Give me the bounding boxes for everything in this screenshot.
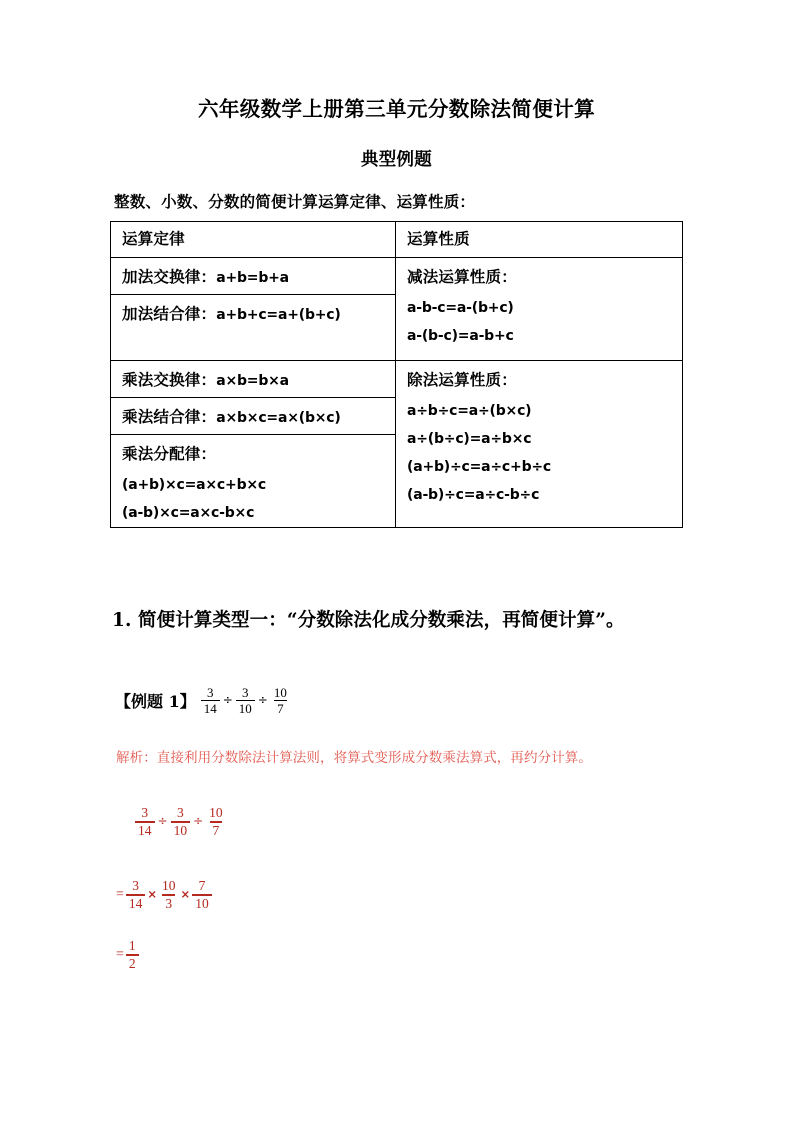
law-formula: a+b=b+a (216, 269, 289, 286)
fraction-numerator: 3 (132, 878, 140, 893)
table-row (111, 257, 683, 294)
example-label: 【例题 1】 (115, 692, 196, 711)
fraction-numerator: 3 (242, 685, 249, 700)
law-label: 乘法交换律： (122, 369, 217, 389)
header-label-properties: 运算性质 (407, 229, 470, 248)
fraction-numerator: 1 (128, 938, 136, 953)
operation-laws-table (110, 221, 683, 528)
fraction-numerator: 3 (206, 685, 214, 700)
table-cell-multiplication-associative (111, 397, 396, 434)
fraction-numerator: 10 (273, 685, 287, 700)
table-header-row (111, 222, 683, 258)
property-formula: a÷(b÷c)=a÷b×c (407, 430, 532, 447)
law-label: 加法结合律： (122, 303, 217, 323)
fraction (271, 686, 290, 715)
header-label-laws: 运算定律 (122, 229, 185, 248)
fraction-denominator: 10 (236, 700, 255, 715)
page-subtitle: 典型例题 (360, 150, 433, 170)
fraction (192, 879, 212, 910)
table-cell-header-right (396, 222, 683, 258)
example-expression (200, 686, 291, 715)
property-formula: (a+b)÷c=a÷c+b÷c (407, 458, 552, 475)
property-formula: (a-b)÷c=a÷c-b÷c (407, 486, 540, 503)
divide-operator: ÷ (193, 814, 204, 829)
divide-operator: ÷ (257, 693, 268, 708)
table-row (111, 360, 683, 397)
fraction (126, 939, 139, 970)
fraction (201, 686, 220, 715)
fraction-denominator: 10 (171, 821, 191, 838)
solution-line-1 (133, 806, 227, 837)
property-formula: a-(b-c)=a-b+c (407, 327, 514, 344)
fraction-denominator: 2 (126, 954, 139, 971)
fraction (206, 806, 226, 837)
law-label: 加法交换律： (122, 266, 217, 286)
solution-expression (125, 879, 213, 910)
fraction (126, 879, 146, 910)
analysis-text: 解析：直接利用分数除法计算法则，将算式变形成分数乘法算式，再约分计算。 (116, 750, 592, 766)
table-cell-header-left (111, 222, 396, 258)
fraction-denominator: 10 (192, 894, 212, 911)
fraction (236, 686, 255, 715)
fraction-numerator: 7 (198, 878, 206, 893)
table-cell-division-properties (396, 360, 683, 527)
table-cell-addition-associative (111, 294, 396, 360)
property-label: 减法运算性质： (407, 266, 517, 286)
calculation-type-heading: 1. 简便计算类型一：“分数除法化成分数乘法，再简便计算”。 (112, 610, 625, 631)
multiply-operator: × (180, 887, 191, 902)
divide-operator: ÷ (222, 693, 233, 708)
solution-line-2 (116, 879, 213, 910)
fraction-denominator: 14 (126, 894, 146, 911)
table-cell-addition-commutative (111, 257, 396, 294)
fraction-numerator: 3 (176, 805, 184, 820)
fraction-denominator: 3 (162, 894, 175, 911)
fraction-numerator: 10 (162, 878, 176, 893)
table-cell-subtraction-properties (396, 257, 683, 360)
table-cell-multiplication-commutative (111, 360, 396, 397)
fraction (159, 879, 179, 910)
law-label: 乘法分配律： (122, 443, 217, 463)
law-formula: a+b+c=a+(b+c) (216, 306, 341, 323)
law-formula: a×b×c=a×(b×c) (216, 409, 341, 426)
fraction-denominator: 14 (201, 700, 220, 715)
page-title: 六年级数学上册第三单元分数除法简便计算 (197, 97, 596, 121)
solution-expression (134, 806, 227, 837)
fraction-numerator: 10 (209, 805, 223, 820)
fraction-numerator: 3 (141, 805, 149, 820)
property-label: 除法运算性质： (407, 369, 517, 389)
table-cell-multiplication-distributive (111, 434, 396, 527)
divide-operator: ÷ (157, 814, 168, 829)
fraction-denominator: 14 (135, 821, 155, 838)
solution-prefix: = (116, 946, 124, 962)
fraction-denominator: 7 (210, 821, 223, 838)
law-formula: (a+b)×c=a×c+b×c (122, 476, 267, 493)
solution-expression (125, 939, 140, 970)
property-formula: a÷b÷c=a÷(b×c) (407, 402, 532, 419)
example-1 (115, 686, 291, 715)
law-formula: a×b=b×a (216, 372, 289, 389)
fraction-denominator: 7 (274, 700, 287, 715)
fraction (135, 806, 155, 837)
fraction (171, 806, 191, 837)
law-formula: (a-b)×c=a×c-b×c (122, 504, 255, 521)
section-intro-text: 整数、小数、分数的简便计算运算定律、运算性质： (114, 192, 476, 211)
solution-prefix: = (116, 886, 124, 902)
law-label: 乘法结合律： (122, 406, 217, 426)
solution-line-3 (116, 939, 140, 970)
property-formula: a-b-c=a-(b+c) (407, 299, 514, 316)
multiply-operator: × (147, 887, 158, 902)
